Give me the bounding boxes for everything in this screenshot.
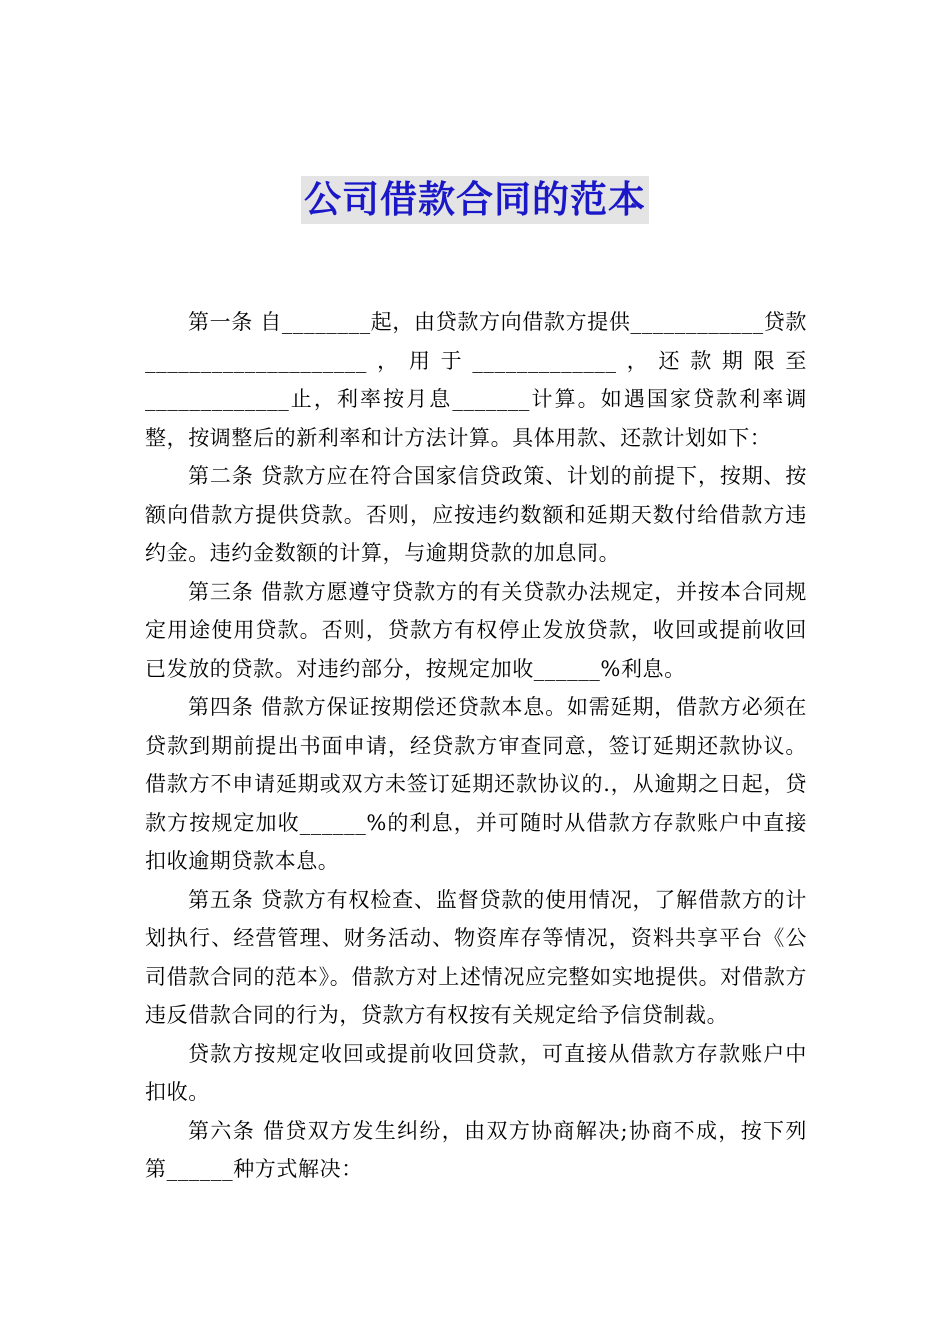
document-title: 公司借款合同的范本 [301, 176, 649, 224]
article-2-paragraph: 第二条 贷款方应在符合国家信贷政策、计划的前提下，按期、按额向借款方提供贷款。否则，应按违约数额和延期天数付给借款方违约金。违约金数额的计算，与逾期贷款的加息同。 [145, 464, 807, 565]
article-5-paragraph: 第五条 贷款方有权检查、监督贷款的使用情况，了解借款方的计划执行、经营管理、财务活动、物资库存等情况，资料共享平台《公司借款合同的范本》。借款方对上述情况应完整如实地提供。对借款方违反借款合同的行为，贷款方有权按有关规定给予信贷制裁。 [145, 887, 807, 1027]
article-5-supplement-paragraph: 贷款方按规定收回或提前收回贷款，可直接从借款方存款账户中扣收。 [145, 1041, 807, 1104]
title-container [0, 176, 950, 224]
document-body [145, 303, 807, 1189]
article-6-paragraph: 第六条 借贷双方发生纠纷，由双方协商解决;协商不成，按下列第______种方式解决： [145, 1118, 807, 1181]
article-4-paragraph: 第四条 借款方保证按期偿还贷款本息。如需延期，借款方必须在贷款到期前提出书面申请，经贷款方审查同意，签订延期还款协议。借款方不申请延期或双方未签订延期还款协议的.，从逾期之日起，贷款方按规定加收______%的利息，并可随时从借款方存款账户中直接扣收逾期贷款本息。 [145, 695, 807, 873]
article-3-paragraph: 第三条 借款方愿遵守贷款方的有关贷款办法规定，并按本合同规定用途使用贷款。否则，贷款方有权停止发放贷款，收回或提前收回已发放的贷款。对违约部分，按规定加收______%利息。 [145, 579, 807, 681]
article-1-paragraph: 第一条 自________起，由贷款方向借款方提供____________贷款____________________，用于_____________，还款期限至_____________止，利率按月息_______计算。如遇国家贷款利率调整，按调整后的新利率和计方法计算。具体用款、还款计划如下： [145, 310, 807, 450]
